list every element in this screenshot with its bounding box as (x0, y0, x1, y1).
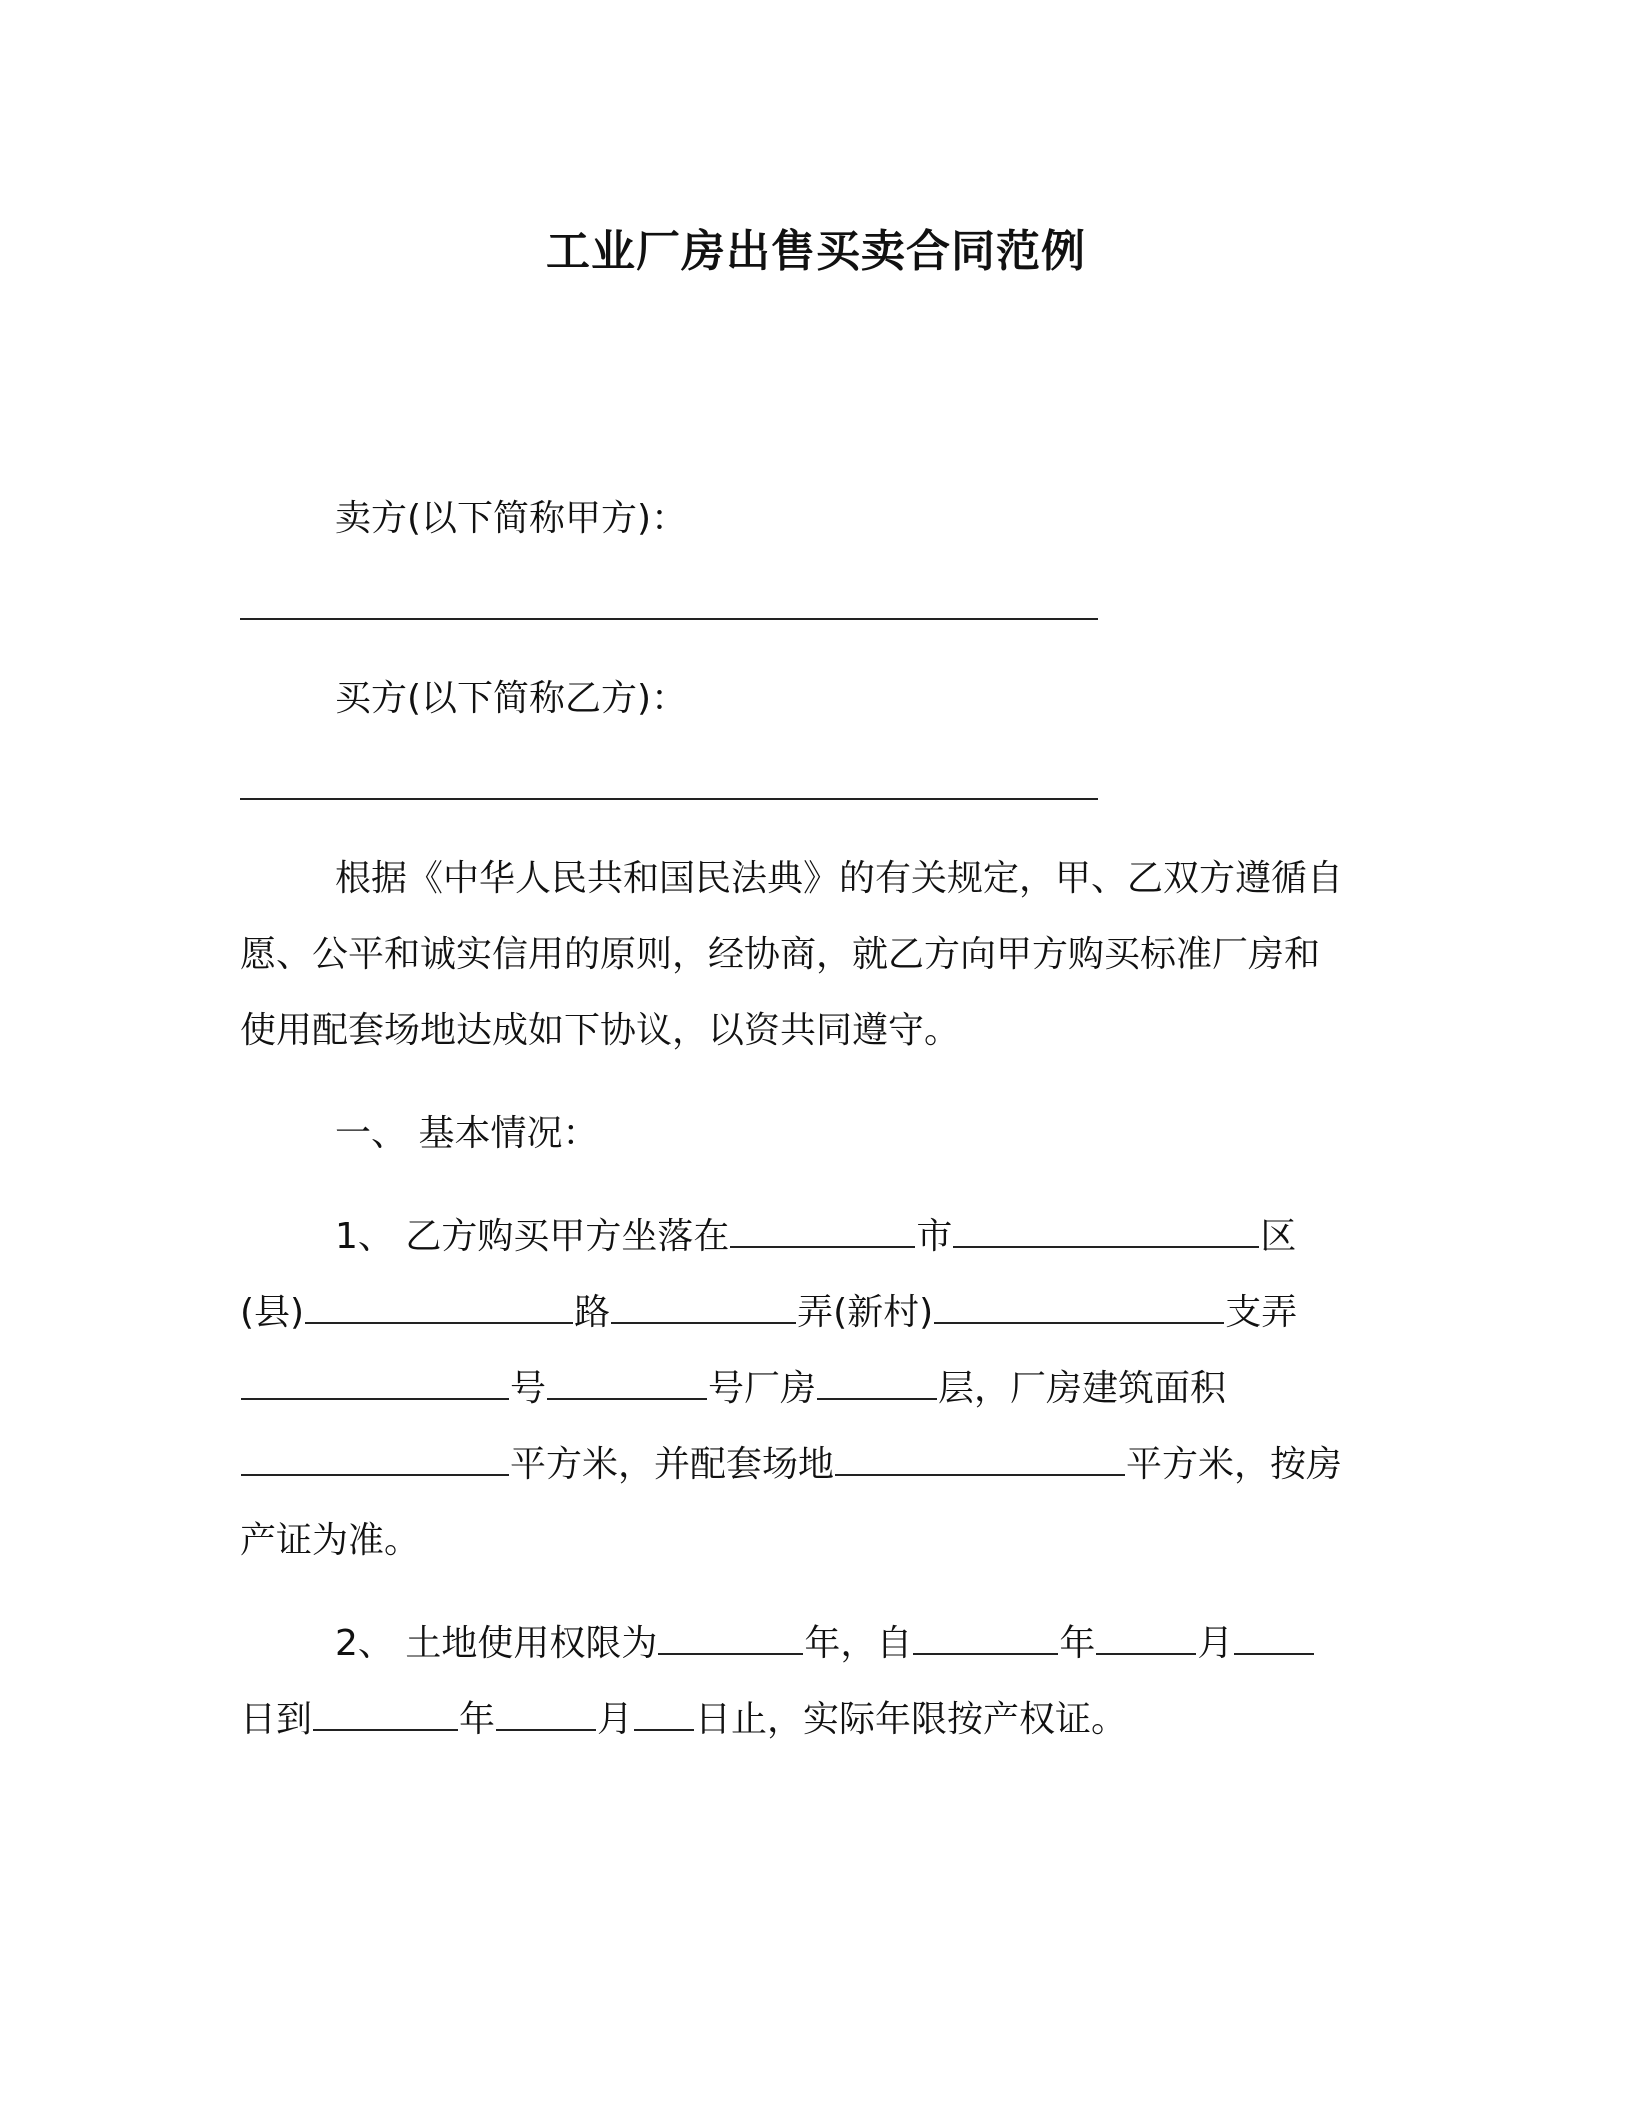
district-label: 区 (1260, 1216, 1297, 1257)
road-blank (611, 1292, 796, 1324)
item-1-line-4 (240, 1441, 1342, 1489)
site-area-blank (835, 1444, 1125, 1476)
site-area-label: 平方米，按房 (1126, 1444, 1343, 1485)
buyer-blank-line (240, 798, 1098, 800)
start-year-blank (913, 1623, 1058, 1655)
city-blank (730, 1216, 915, 1248)
number-blank (241, 1368, 509, 1400)
preamble-line-3: 使用配套场地达成如下协议，以资共同遵守。 (240, 1010, 961, 1051)
start-day-blank (1234, 1623, 1314, 1655)
item-2-prefix: 2、 土地使用权限为 (335, 1623, 658, 1664)
branch-lane-label: 支弄 (1225, 1292, 1298, 1333)
county-label: (县) (240, 1292, 305, 1333)
section-1-heading: 一、 基本情况： (335, 1113, 599, 1154)
end-day-blank (634, 1699, 694, 1731)
seller-blank-line (240, 618, 1098, 620)
number-label: 号 (510, 1368, 547, 1409)
end-year-label: 年 (459, 1699, 496, 1740)
start-year-label: 年 (1059, 1623, 1096, 1664)
item-1-prefix: 1、 乙方购买甲方坐落在 (335, 1216, 730, 1257)
building-label: 号厂房 (708, 1368, 817, 1409)
buyer-label: 买方(以下简称乙方)： (335, 678, 688, 719)
day-to-label: 日到 (240, 1699, 313, 1740)
item-1-line-1 (335, 1213, 1296, 1261)
district-blank (953, 1216, 1259, 1248)
area-label: 平方米，并配套场地 (510, 1444, 835, 1485)
lane-label: 弄(新村) (797, 1292, 934, 1333)
floor-label: 层，厂房建筑面积 (938, 1368, 1227, 1409)
item-2-end: 日止，实际年限按产权证。 (695, 1699, 1128, 1740)
start-month-blank (1096, 1623, 1196, 1655)
end-month-blank (496, 1699, 596, 1731)
city-label: 市 (916, 1216, 953, 1257)
item-1-line-2 (240, 1289, 1297, 1337)
building-blank (547, 1368, 707, 1400)
county-blank (305, 1292, 573, 1324)
seller-label: 卖方(以下简称甲方)： (335, 498, 688, 539)
lane-blank (934, 1292, 1224, 1324)
floor-blank (817, 1368, 937, 1400)
area-blank (241, 1444, 509, 1476)
term-years-blank (658, 1623, 803, 1655)
term-years-label: 年，自 (804, 1623, 913, 1664)
preamble-line-1: 根据《中华人民共和国民法典》的有关规定，甲、乙双方遵循自 (335, 858, 1344, 899)
preamble-line-2: 愿、公平和诚实信用的原则，经协商，就乙方向甲方购买标准厂房和 (240, 934, 1321, 975)
road-label: 路 (574, 1292, 611, 1333)
item-2-line-2 (240, 1696, 1127, 1744)
item-1-line-5: 产证为准。 (240, 1520, 421, 1561)
end-month-label: 月 (597, 1699, 634, 1740)
document-title: 工业厂房出售买卖合同范例 (546, 226, 1086, 277)
item-2-line-1 (335, 1620, 1315, 1668)
item-1-line-3 (240, 1365, 1226, 1413)
end-year-blank (313, 1699, 458, 1731)
start-month-label: 月 (1197, 1623, 1234, 1664)
